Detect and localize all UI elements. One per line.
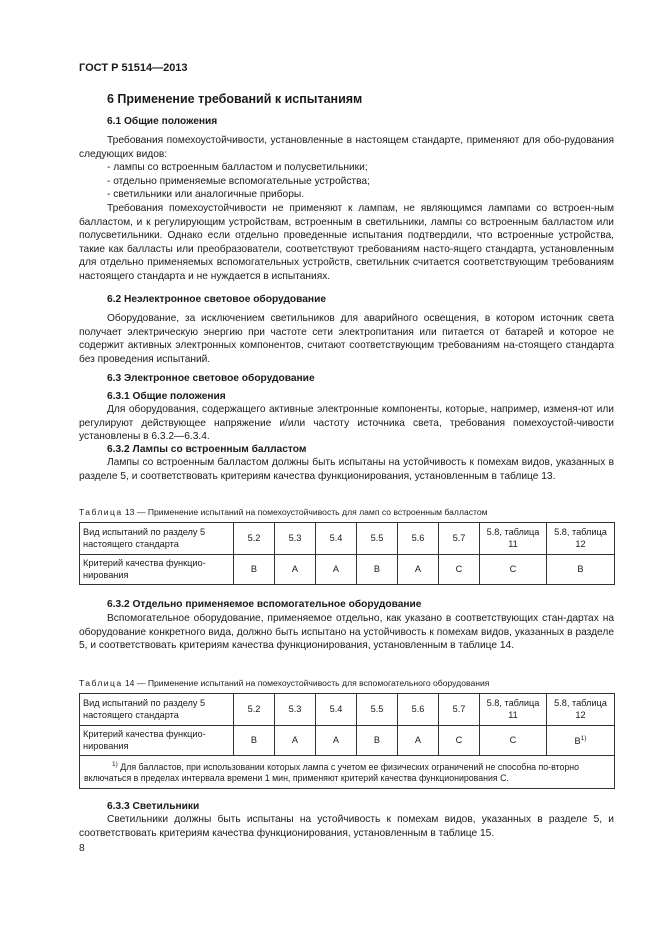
section-6-title: 6 Применение требований к испытаниям xyxy=(107,92,363,106)
section-6-3-2b-body xyxy=(79,612,614,653)
section-6-1-title: 6.1 Общие положения xyxy=(107,116,218,127)
table-14 xyxy=(79,693,615,789)
table-cell: 5.8, таблица 11 xyxy=(480,523,547,555)
list-item: - светильники или аналогичные приборы. xyxy=(107,189,305,201)
footnote-mark: 1) xyxy=(112,761,118,768)
row-label: Критерий качества функцио-нирования xyxy=(80,726,234,756)
table-cell: B xyxy=(357,726,398,756)
list-item: - лампы со встроенным балластом и полусветильники; xyxy=(107,162,368,174)
table-cell: A xyxy=(398,555,439,585)
table-cell: C xyxy=(439,726,480,756)
table-cell: 5.3 xyxy=(275,523,316,555)
paragraph: Светильники должны быть испытаны на устойчивость к помехам видов, указанных в разделе 5, и соответствовать критериям качества функционирования, установленным в таблице 15. xyxy=(79,814,614,839)
document-header: ГОСТ Р 51514—2013 xyxy=(79,62,188,74)
table-cell: B xyxy=(234,555,275,585)
page-number: 8 xyxy=(79,843,85,854)
section-6-3-2b-title: 6.3.2 Отдельно применяемое вспомогательное оборудование xyxy=(107,599,422,610)
table-row xyxy=(80,694,615,726)
table-cell: 5.4 xyxy=(316,694,357,726)
paragraph: Для оборудования, содержащего активные электронные компоненты, которые, например, изменя-ют или регулируют действующее напряжение и/или частоту источника света, требования помехоустой-чивости установлены в 6.3.2—6.3.4. xyxy=(79,404,614,443)
table-cell: C xyxy=(439,555,480,585)
table-cell: 5.4 xyxy=(316,523,357,555)
paragraph: Лампы со встроенным балластом должны быть испытаны на устойчивость к помехам видов, указанных в разделе 5, и соответствовать критериям качества функционирования, установленным в таблице 13. xyxy=(79,457,614,482)
table-cell: B xyxy=(547,555,615,585)
section-6-2-title: 6.2 Неэлектронное световое оборудование xyxy=(107,294,327,305)
table-cell: C xyxy=(480,555,547,585)
section-6-2-body xyxy=(79,312,614,366)
paragraph: Требования помехоустойчивости не применяют к лампам, не являющимся лампами со встроен-ным балластом, и к регулирующим устройствам, встроенным в светильники, лампы со встроенным балластом или полусветильники. Однако если отдельно проведенные испытания подтвердили, что встроенные устройства, такие как балласты или преобразователи, соответствуют требованиям насто-ящего стандарта, установленным для отдельно применяемых вспомогательных устройств, светильник считается соответствующим требованиям настоящего стандарта и не нуждается в испытаниях. xyxy=(79,202,614,282)
table-cell: A xyxy=(275,555,316,585)
table-cell: B xyxy=(234,726,275,756)
table-cell: 5.5 xyxy=(357,694,398,726)
row-label: Вид испытаний по разделу 5 настоящего стандарта xyxy=(80,694,234,726)
table-cell: 5.6 xyxy=(398,694,439,726)
footnote-ref: 1) xyxy=(580,735,587,743)
section-6-3-3-body xyxy=(79,813,614,840)
table-footnote: $^{1)}$ Для балластов, при использовании которых лампа с учетом ее физических ограничений не способна по-вторно включаться в пределах интервала времени 1 мин, применяют критерий качества функционирования С. xyxy=(80,756,615,789)
table-row xyxy=(80,523,615,555)
table-cell: A xyxy=(316,726,357,756)
table-cell: 5.3 xyxy=(275,694,316,726)
table-row xyxy=(80,726,615,756)
table-cell: B xyxy=(357,555,398,585)
section-6-3-3-title: 6.3.3 Светильники xyxy=(107,801,200,812)
paragraph: Требования помехоустойчивости, установленные в настоящем стандарте, применяют для обо-рудования следующих видов: xyxy=(79,135,614,160)
paragraph: Оборудование, за исключением светильников для аварийного освещения, в котором источник света получает электрическую энергию при частоте сети электропитания или питается от батарей и которое не содержит активных электронных компонентов, считают соответствующим требованиям на-стоящего стандарта без проведения испытаний. xyxy=(79,313,614,365)
table-cell: A xyxy=(398,726,439,756)
table-footnote-row xyxy=(80,756,615,789)
table-cell: 5.8, таблица 12 xyxy=(547,694,615,726)
row-label: Вид испытаний по разделу 5 настоящего стандарта xyxy=(80,523,234,555)
table-cell: 5.5 xyxy=(357,523,398,555)
section-6-3-2-body xyxy=(79,456,614,483)
table-cell: 5.6 xyxy=(398,523,439,555)
table-13-caption: Таблица 13 — Применение испытаний на помехоустойчивость для ламп со встроенным балластом xyxy=(79,507,488,517)
table-cell: 5.7 xyxy=(439,523,480,555)
row-label: Критерий качества функцио-нирования xyxy=(80,555,234,585)
section-6-3-1-body xyxy=(79,403,614,444)
section-6-3-2-title: 6.3.2 Лампы со встроенным балластом xyxy=(107,444,307,455)
table-cell: 5.8, таблица 11 xyxy=(480,694,547,726)
table-cell: 5.2 xyxy=(234,523,275,555)
table-cell: 5.2 xyxy=(234,694,275,726)
section-6-3-title: 6.3 Электронное световое оборудование xyxy=(107,373,315,384)
table-cell: $B^{1)}$ xyxy=(547,726,615,756)
list-item: - отдельно применяемые вспомогательные устройства; xyxy=(107,175,370,187)
table-14-caption: Таблица 14 — Применение испытаний на помехоустойчивость для вспомогательного оборудования xyxy=(79,678,490,688)
paragraph: Вспомогательное оборудование, применяемое отдельно, как указано в соответствующих стан-дартах на оборудование конкретного вида, должно быть испытано на устойчивость к помехам видов, указанных в разделе 5, и соответствовать критериям качества функционирования, установленным в таблице 14. xyxy=(79,613,614,652)
table-cell: 5.8, таблица 12 xyxy=(547,523,615,555)
table-cell: A xyxy=(316,555,357,585)
table-cell: 5.7 xyxy=(439,694,480,726)
section-6-3-1-title: 6.3.1 Общие положения xyxy=(107,391,226,402)
table-13 xyxy=(79,522,615,585)
section-6-1-body xyxy=(79,134,614,284)
table-cell: A xyxy=(275,726,316,756)
table-row xyxy=(80,555,615,585)
table-cell: C xyxy=(480,726,547,756)
